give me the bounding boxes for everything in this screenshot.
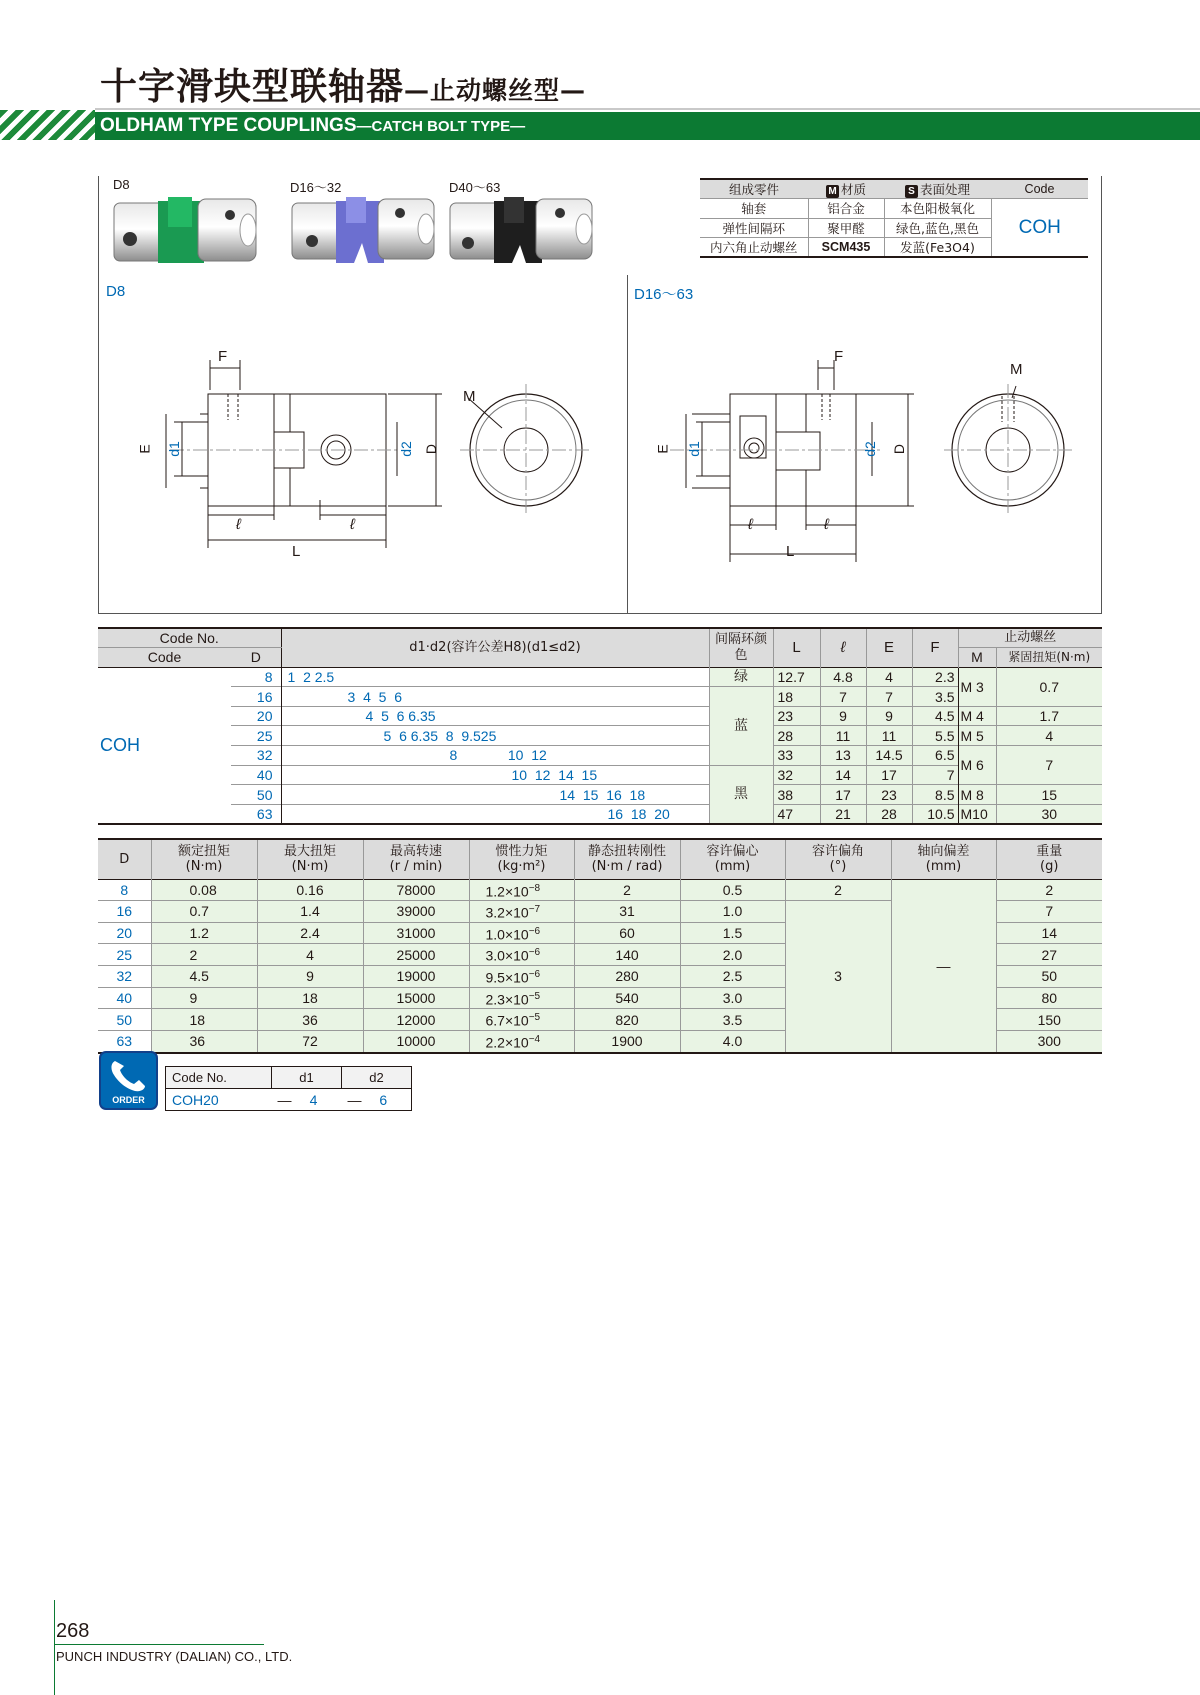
inertia-cell	[469, 922, 574, 944]
l-total-cell: 18	[773, 687, 820, 707]
material-badge: M	[826, 185, 839, 198]
stiffness-cell: 31	[574, 901, 680, 923]
dim-d1-right: d1	[685, 441, 702, 457]
perf-header-title: 最高转速	[389, 844, 442, 860]
bolt-torque-cell: 7	[996, 746, 1102, 785]
h-bolt: 止动螺丝	[958, 628, 1102, 648]
dim-d1: d1	[165, 441, 182, 457]
e-cell: 23	[866, 785, 912, 805]
l-cell: 11	[820, 726, 866, 746]
order-dash-2: —	[347, 1091, 362, 1108]
dim-d-right: D	[891, 443, 908, 455]
drawing-label-d16-63: D16～63	[634, 286, 694, 303]
mass-cell: 80	[996, 987, 1102, 1009]
l-cell: 17	[820, 785, 866, 805]
order-h-codeno: Code No.	[166, 1067, 272, 1089]
d-cell: 16	[256, 688, 273, 705]
bolt-m-cell: M10	[958, 804, 996, 824]
perf-header-unit: (g)	[1040, 859, 1059, 875]
title-bar-en	[95, 112, 1200, 140]
inertia-cell	[469, 1009, 574, 1031]
h-l-total: L	[773, 628, 820, 667]
eccentricity-cell: 0.5	[680, 879, 785, 901]
dimension-row	[98, 706, 1102, 726]
mat-part: 内六角止动螺丝	[700, 238, 808, 258]
order-icon-label: ORDER	[112, 1095, 145, 1105]
bolt-torque-cell: 15	[996, 785, 1102, 805]
dim-f: F	[218, 348, 228, 365]
dimension-table	[98, 627, 1102, 825]
eccentricity-cell: 1.0	[680, 901, 785, 923]
order-icon	[99, 1051, 158, 1110]
drawing-d8	[130, 340, 600, 570]
ring-color-cell: 绿	[709, 667, 773, 687]
coupling-photo-d40-63	[446, 193, 606, 273]
footer-vertical-rule	[54, 1600, 55, 1695]
h-l: ℓ	[820, 628, 866, 667]
h-color: 间隔环颜色	[709, 628, 773, 667]
perf-header-title: 重量	[1036, 844, 1063, 860]
inertia-cell	[469, 1031, 574, 1053]
mat-header-material	[808, 179, 884, 199]
mat-header-code: Code	[991, 179, 1088, 199]
max-speed-cell: 78000	[363, 879, 469, 901]
page-title-cn	[100, 56, 586, 110]
dim-m: M	[463, 388, 476, 405]
inertia-exponent: −6	[528, 969, 541, 981]
rated-torque-cell: 4.5	[151, 966, 257, 988]
inertia-cell	[469, 966, 574, 988]
perf-header-unit: (N·m / rad)	[591, 859, 663, 875]
inertia-exponent: −5	[528, 990, 541, 1002]
dimension-row	[98, 804, 1102, 824]
e-cell: 11	[866, 726, 912, 746]
title-en-main: OLDHAM TYPE COUPLINGS	[100, 115, 357, 136]
max-torque-cell: 9	[257, 966, 363, 988]
inertia-cell	[469, 944, 574, 966]
photo-label-d40-63: D40～63	[449, 180, 501, 195]
header-stripe	[0, 110, 95, 140]
perf-header	[891, 839, 996, 879]
dimension-row	[98, 667, 1102, 687]
f-cell: 3.5	[912, 687, 958, 707]
l-total-cell: 33	[773, 746, 820, 766]
perf-header-title: D	[119, 851, 130, 867]
e-cell: 7	[866, 687, 912, 707]
h-f: F	[912, 628, 958, 667]
mat-surface: 本色阳极氧化	[884, 199, 991, 219]
dimension-row	[98, 785, 1102, 805]
bolt-torque-cell: 1.7	[996, 706, 1102, 726]
d-cell: 40	[256, 766, 273, 783]
h-d1d2: d1·d2(容许公差H8)(d1≤d2)	[281, 628, 709, 667]
max-torque-cell: 2.4	[257, 922, 363, 944]
dimension-row	[98, 765, 1102, 785]
d1d2-cell: 3 4 5 6	[281, 687, 709, 707]
order-h-d2: d2	[342, 1067, 412, 1089]
header-rule	[95, 108, 1200, 110]
max-speed-cell: 10000	[363, 1031, 469, 1053]
inertia-mantissa: 2.2×10	[485, 1034, 529, 1051]
bolt-m-cell: M 5	[958, 726, 996, 746]
footer-horizontal-rule	[54, 1644, 264, 1645]
l-cell: 4.8	[820, 667, 866, 687]
order-d1-cell	[272, 1089, 342, 1111]
inertia-exponent: −7	[528, 904, 541, 916]
page-number: 268	[56, 1620, 90, 1642]
perf-header-title: 容许偏角	[811, 844, 864, 860]
perf-header-unit: (N·m)	[291, 859, 329, 875]
d1d2-cell: 8 10 12	[281, 746, 709, 766]
angle-cell: 2	[785, 879, 891, 901]
order-d2: 6	[379, 1091, 388, 1108]
l-total-cell: 23	[773, 706, 820, 726]
perf-header-unit: (N·m)	[185, 859, 223, 875]
perf-header-title: 容许偏心	[706, 844, 759, 860]
eccentricity-cell: 2.0	[680, 944, 785, 966]
d1d2-cell: 1 2 2.5	[281, 667, 709, 687]
dimension-row	[98, 726, 1102, 746]
rated-torque-cell: 1.2	[151, 922, 257, 944]
dim-e-right: E	[654, 444, 671, 454]
d-cell: 50	[256, 786, 273, 803]
h-d: D	[231, 648, 281, 668]
inertia-exponent: −8	[528, 882, 541, 894]
inertia-mantissa: 9.5×10	[485, 969, 529, 986]
drawing-divider	[627, 275, 628, 614]
dim-length: L	[292, 543, 301, 560]
order-code: COH20	[166, 1089, 272, 1111]
inertia-cell	[469, 987, 574, 1009]
mat-part: 弹性间隔环	[700, 218, 808, 238]
dim-d2: d2	[397, 441, 414, 457]
e-cell: 14.5	[866, 746, 912, 766]
ring-color-cell: 黑	[709, 765, 773, 824]
mass-cell: 27	[996, 944, 1102, 966]
title-cn-sub: —止动螺丝型—	[404, 76, 587, 105]
code-cell: COH	[98, 667, 231, 824]
inertia-cell	[469, 901, 574, 923]
eccentricity-cell: 1.5	[680, 922, 785, 944]
perf-header	[257, 839, 363, 879]
max-speed-cell: 39000	[363, 901, 469, 923]
dim-l-left: ℓ	[236, 516, 241, 533]
mat-material: SCM435	[808, 238, 884, 258]
perf-header-unit: (r / min)	[389, 859, 443, 875]
perf-header-unit: (mm)	[925, 859, 962, 875]
max-torque-cell: 4	[257, 944, 363, 966]
d1d2-cell: 4 5 6 6.35	[281, 706, 709, 726]
perf-header	[574, 839, 680, 879]
mass-cell: 2	[996, 879, 1102, 901]
bolt-m-cell: M 3	[958, 667, 996, 706]
d1d2-cell: 16 18 20	[281, 804, 709, 824]
inertia-exponent: −6	[528, 925, 541, 937]
perf-header	[98, 839, 151, 879]
dimension-row	[98, 746, 1102, 766]
perf-header-unit: (mm)	[714, 859, 751, 875]
company-name: PUNCH INDUSTRY (DALIAN) CO., LTD.	[56, 1649, 293, 1664]
max-torque-cell: 72	[257, 1031, 363, 1053]
perf-header-title: 最大扭矩	[283, 844, 336, 860]
max-torque-cell: 1.4	[257, 901, 363, 923]
mat-code: COH	[991, 199, 1088, 258]
perf-header	[996, 839, 1102, 879]
dim-m-right: M	[1010, 361, 1023, 378]
perf-header-title: 轴向偏差	[917, 844, 970, 860]
bolt-torque-cell: 0.7	[996, 667, 1102, 706]
max-torque-cell: 36	[257, 1009, 363, 1031]
title-en-sub: —CATCH BOLT TYPE—	[356, 118, 526, 135]
bolt-m-cell: M 6	[958, 746, 996, 785]
surface-badge: S	[905, 185, 918, 198]
perf-header	[151, 839, 257, 879]
dim-d2-right: d2	[861, 441, 878, 457]
max-speed-cell: 31000	[363, 922, 469, 944]
perf-d-cell: 8	[120, 881, 129, 898]
e-cell: 9	[866, 706, 912, 726]
f-cell: 2.3	[912, 667, 958, 687]
mat-part: 轴套	[700, 199, 808, 219]
h-torque: 紧固扭矩(N·m)	[996, 648, 1102, 668]
photo-label-d8: D8	[113, 177, 130, 192]
mass-cell: 7	[996, 901, 1102, 923]
perf-d-cell: 40	[116, 990, 133, 1007]
l-total-cell: 28	[773, 726, 820, 746]
rated-torque-cell: 0.7	[151, 901, 257, 923]
f-cell: 4.5	[912, 706, 958, 726]
d-cell: 32	[256, 747, 273, 764]
dim-f-right: F	[834, 348, 844, 365]
d-cell: 20	[256, 708, 273, 725]
h-m: M	[958, 648, 996, 668]
stiffness-cell: 280	[574, 966, 680, 988]
perf-header	[680, 839, 785, 879]
d1d2-cell: 5 6 6.35 8 9.525	[281, 726, 709, 746]
max-speed-cell: 19000	[363, 966, 469, 988]
f-cell: 5.5	[912, 726, 958, 746]
perf-d-cell: 63	[116, 1033, 133, 1050]
inertia-mantissa: 1.0×10	[485, 926, 529, 943]
inertia-exponent: −5	[528, 1012, 541, 1024]
f-cell: 6.5	[912, 746, 958, 766]
performance-table	[98, 838, 1102, 1054]
perf-d-cell: 50	[116, 1011, 133, 1028]
inertia-mantissa: 3.0×10	[485, 948, 529, 965]
axial-cell: —	[891, 879, 996, 1053]
dim-l-right: ℓ	[350, 516, 355, 533]
perf-header-unit: (kg·m²)	[497, 859, 546, 875]
material-table	[700, 178, 1088, 258]
inertia-mantissa: 6.7×10	[485, 1013, 529, 1030]
rated-torque-cell: 0.08	[151, 879, 257, 901]
max-torque-cell: 0.16	[257, 879, 363, 901]
e-cell: 28	[866, 804, 912, 824]
rated-torque-cell: 18	[151, 1009, 257, 1031]
order-example-table	[165, 1066, 412, 1111]
e-cell: 17	[866, 765, 912, 785]
stiffness-cell: 140	[574, 944, 680, 966]
dimension-row	[98, 687, 1102, 707]
coupling-photo-d16-32	[288, 193, 448, 273]
mass-cell: 14	[996, 922, 1102, 944]
eccentricity-cell: 3.0	[680, 987, 785, 1009]
perf-header	[785, 839, 891, 879]
inertia-mantissa: 1.2×10	[485, 883, 529, 900]
perf-header-title: 静态扭转刚性	[587, 844, 666, 860]
order-d2-cell	[342, 1089, 412, 1111]
d1d2-cell: 10 12 14 15	[281, 765, 709, 785]
rated-torque-cell: 9	[151, 987, 257, 1009]
dim-length-right: L	[786, 543, 795, 560]
perf-d-cell: 16	[116, 903, 133, 920]
perf-header-title: 额定扭矩	[177, 844, 230, 860]
bolt-torque-cell: 30	[996, 804, 1102, 824]
inertia-mantissa: 3.2×10	[485, 904, 529, 921]
stiffness-cell: 1900	[574, 1031, 680, 1053]
mat-material: 聚甲醛	[808, 218, 884, 238]
mass-cell: 150	[996, 1009, 1102, 1031]
stiffness-cell: 540	[574, 987, 680, 1009]
mat-header-part: 组成零件	[700, 179, 808, 199]
title-cn-main: 十字滑块型联轴器	[100, 65, 404, 108]
e-cell: 4	[866, 667, 912, 687]
perf-header	[363, 839, 469, 879]
inertia-exponent: −6	[528, 947, 541, 959]
stiffness-cell: 2	[574, 879, 680, 901]
order-d1: 4	[309, 1091, 318, 1108]
l-cell: 9	[820, 706, 866, 726]
rated-torque-cell: 36	[151, 1031, 257, 1053]
d1d2-cell: 14 15 16 18	[281, 785, 709, 805]
mat-surface: 绿色,蓝色,黑色	[884, 218, 991, 238]
order-dash-1: —	[277, 1091, 292, 1108]
inertia-mantissa: 2.3×10	[485, 991, 529, 1008]
dim-l-left-right: ℓ	[748, 516, 753, 533]
l-cell: 13	[820, 746, 866, 766]
max-speed-cell: 25000	[363, 944, 469, 966]
angle-cell: 3	[785, 901, 891, 1053]
mat-surface: 发蓝(Fe3O4)	[884, 238, 991, 258]
perf-header-unit: (°)	[829, 859, 847, 875]
drawing-label-d8: D8	[106, 283, 126, 300]
l-cell: 14	[820, 765, 866, 785]
rated-torque-cell: 2	[151, 944, 257, 966]
dim-d: D	[423, 443, 440, 455]
f-cell: 7	[912, 765, 958, 785]
perf-header-title: 惯性力矩	[495, 844, 548, 860]
h-codeno: Code No.	[98, 628, 281, 648]
l-cell: 21	[820, 804, 866, 824]
mat-material: 铝合金	[808, 199, 884, 219]
l-total-cell: 12.7	[773, 667, 820, 687]
order-h-d1: d1	[272, 1067, 342, 1089]
dim-l-right-right: ℓ	[824, 516, 829, 533]
eccentricity-cell: 2.5	[680, 966, 785, 988]
stiffness-cell: 820	[574, 1009, 680, 1031]
mat-header-surface-label: 表面处理	[919, 182, 970, 197]
max-speed-cell: 15000	[363, 987, 469, 1009]
max-torque-cell: 18	[257, 987, 363, 1009]
photo-label-d16-32: D16～32	[290, 180, 342, 195]
eccentricity-cell: 4.0	[680, 1031, 785, 1053]
coupling-photo-d8	[110, 193, 270, 273]
l-total-cell: 32	[773, 765, 820, 785]
perf-d-cell: 25	[116, 946, 133, 963]
d-cell: 25	[256, 727, 273, 744]
h-e: E	[866, 628, 912, 667]
bolt-m-cell: M 4	[958, 706, 996, 726]
d-cell: 63	[256, 805, 273, 822]
perf-d-cell: 32	[116, 968, 133, 985]
inertia-cell	[469, 879, 574, 901]
dim-e: E	[136, 444, 153, 454]
max-speed-cell: 12000	[363, 1009, 469, 1031]
l-total-cell: 47	[773, 804, 820, 824]
f-cell: 8.5	[912, 785, 958, 805]
f-cell: 10.5	[912, 804, 958, 824]
mat-header-surface	[884, 179, 991, 199]
perf-d-cell: 20	[116, 925, 133, 942]
bolt-torque-cell: 4	[996, 726, 1102, 746]
stiffness-cell: 60	[574, 922, 680, 944]
mass-cell: 300	[996, 1031, 1102, 1053]
eccentricity-cell: 3.5	[680, 1009, 785, 1031]
h-code: Code	[98, 648, 231, 668]
perf-row	[98, 879, 1102, 901]
perf-header	[469, 839, 574, 879]
l-total-cell: 38	[773, 785, 820, 805]
l-cell: 7	[820, 687, 866, 707]
bolt-m-cell: M 8	[958, 785, 996, 805]
phone-icon	[101, 1055, 156, 1097]
mat-header-material-label: 材质	[840, 182, 866, 197]
inertia-exponent: −4	[528, 1034, 541, 1046]
ring-color-cell: 蓝	[709, 687, 773, 765]
mass-cell: 50	[996, 966, 1102, 988]
d-cell: 8	[264, 668, 273, 685]
